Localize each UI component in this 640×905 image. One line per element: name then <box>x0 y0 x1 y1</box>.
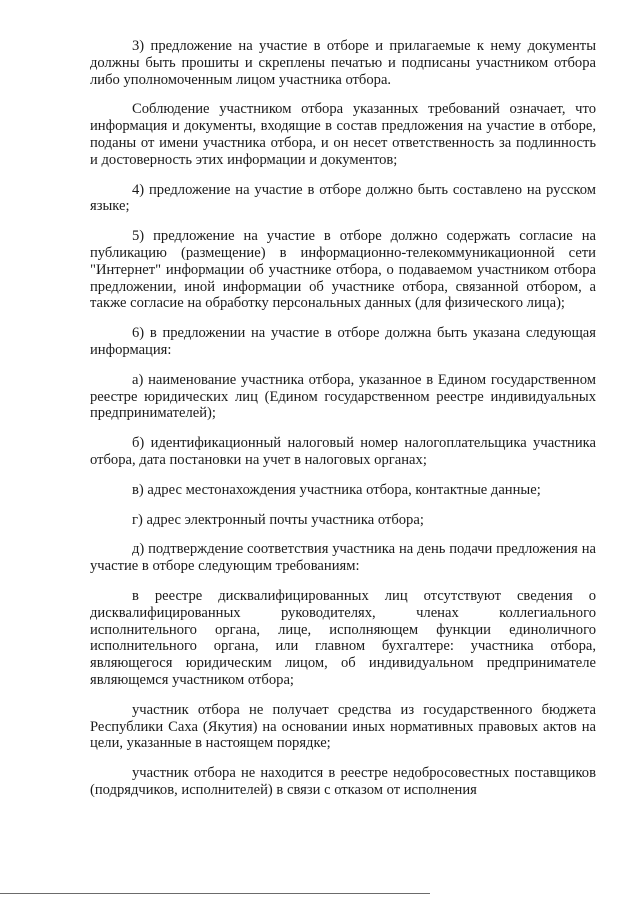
paragraph-subitem-a: а) наименование участника отбора, указанное в Едином государственном реестре юридических лиц (Едином государственном реестре индивидуальных предпринимателей); <box>90 371 596 422</box>
paragraph-item-5: 5) предложение на участие в отборе должно содержать согласие на публикацию (размещение) в информационно-телекоммуникационной сети "Интернет" информации об участнике отбора, о подаваемом участником отбора предложении, иной информации об участнике отбора, связанной отбором, а также согласие на обработку персональных данных (для физического лица); <box>90 228 596 312</box>
paragraph-requirement-registry: участник отбора не находится в реестре недобросовестных поставщиков (подрядчиков, исполнителей) в связи с отказом от исполнения <box>90 765 596 798</box>
paragraph-subitem-g: г) адрес электронный почты участника отбора; <box>132 511 424 528</box>
paragraph-subitem-b: б) идентификационный налоговый номер налогоплательщика участника отбора, дата постановки на учет в налоговых органах; <box>90 435 596 468</box>
paragraph-item-6: 6) в предложении на участие в отборе должна быть указана следующая информация: <box>90 325 596 358</box>
paragraph-subitem-v: в) адрес местонахождения участника отбора, контактные данные; <box>132 481 541 498</box>
paragraph-item-4: 4) предложение на участие в отборе должно быть составлено на русском языке; <box>90 181 596 215</box>
paragraph-requirement-budget: участник отбора не получает средства из государственного бюджета Республики Саха (Якутия) на основании иных нормативных правовых актов на цели, указанные в настоящем порядке; <box>90 701 596 752</box>
paragraph-item-3: 3) предложение на участие в отборе и прилагаемые к нему документы должны быть прошиты и скреплены печатью и подписаны участником отбора либо уполномоченным лицом участника отбора. <box>90 38 596 88</box>
paragraph-compliance: Соблюдение участником отбора указанных требований означает, что информация и документы, входящие в состав предложения на участие в отборе, поданы от имени участника отбора, и он несет ответственность за подлинность и достоверность этих информации и документов; <box>90 101 596 168</box>
document-body <box>90 38 596 812</box>
paragraph-requirement-disqualified: в реестре дисквалифицированных лиц отсутствуют сведения о дисквалифицированных руководителях, членах коллегиального исполнительного органа, лице, исполняющем функции единоличного исполнительного органа, или главном бухгалтере: участника отбора, являющегося юридическим лицом, об индивидуальном предпринимателе являющемся участником отбора; <box>90 587 596 688</box>
bottom-divider <box>0 893 430 894</box>
paragraph-subitem-d: д) подтверждение соответствия участника на день подачи предложения на участие в отборе следующим требованиям: <box>90 541 596 575</box>
